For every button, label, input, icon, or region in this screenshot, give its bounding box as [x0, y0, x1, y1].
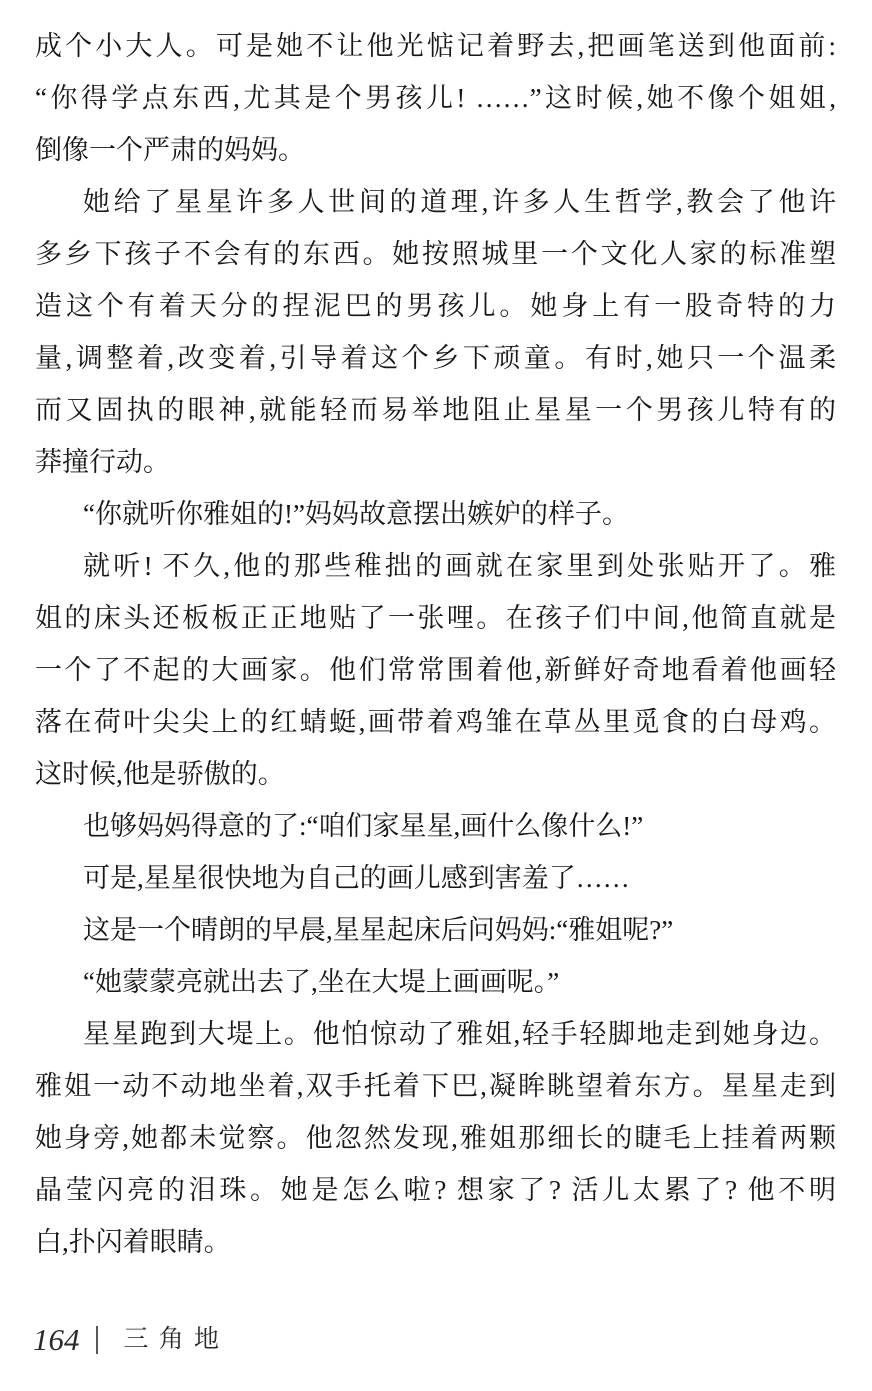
text-line: 成个小大人。可是她不让他光惦记着野去,把画笔送到他面前: — [35, 31, 836, 61]
text-line: “你得学点东西,尤其是个男孩儿! ……”这时候,她不像个姐姐, — [35, 83, 836, 113]
text-line: 而又固执的眼神,就能轻而易举地阻止星星一个男孩儿特有的 — [35, 395, 836, 425]
text-line: 雅姐一动不动地坐着,双手托着下巴,凝眸眺望着东方。星星走到 — [35, 1071, 836, 1101]
text-line: 落在荷叶尖尖上的红蜻蜓,画带着鸡雏在草丛里觅食的白母鸡。 — [35, 707, 836, 737]
text-line: 这时候,他是骄傲的。 — [35, 759, 285, 789]
text-line: 一个了不起的大画家。他们常常围着他,新鲜好奇地看着他画轻 — [35, 655, 836, 685]
text-line: 就听! 不久,他的那些稚拙的画就在家里到处张贴开了。雅 — [83, 551, 836, 581]
text-line: 可是,星星很快地为自己的画儿感到害羞了…… — [83, 863, 630, 893]
page-footer — [33, 1320, 221, 1360]
page-number: 164 — [33, 1322, 80, 1357]
text-line: 姐的床头还板板正正地贴了一张哩。在孩子们中间,他简直就是 — [35, 603, 836, 633]
text-line: 倒像一个严肃的妈妈。 — [35, 135, 305, 165]
text-line: 造这个有着天分的捏泥巴的男孩儿。她身上有一股奇特的力 — [35, 291, 836, 321]
text-line: 她给了星星许多人世间的道理,许多人生哲学,教会了他许 — [83, 187, 836, 217]
text-line: 莽撞行动。 — [35, 447, 170, 477]
text-line: 量,调整着,改变着,引导着这个乡下顽童。有时,她只一个温柔 — [35, 343, 836, 373]
text-line: 她身旁,她都未觉察。他忽然发现,雅姐那细长的睫毛上挂着两颗 — [35, 1123, 836, 1153]
text-line: “你就听你雅姐的!”妈妈故意摆出嫉妒的样子。 — [83, 499, 629, 529]
text-column — [35, 20, 836, 1268]
text-line: “她蒙蒙亮就出去了,坐在大堤上画画呢。” — [83, 967, 560, 997]
footer-divider — [96, 1326, 98, 1354]
text-line: 星星跑到大堤上。他怕惊动了雅姐,轻手轻脚地走到她身边。 — [83, 1019, 836, 1049]
text-line: 白,扑闪着眼睛。 — [35, 1227, 231, 1257]
book-title: 三 角 地 — [123, 1326, 222, 1353]
text-line: 晶莹闪亮的泪珠。她是怎么啦? 想家了? 活儿太累了? 他不明 — [35, 1175, 836, 1205]
text-line: 多乡下孩子不会有的东西。她按照城里一个文化人家的标准塑 — [35, 239, 836, 269]
text-line: 也够妈妈得意的了:“咱们家星星,画什么像什么!” — [83, 811, 644, 841]
text-line: 这是一个晴朗的早晨,星星起床后问妈妈:“雅姐呢?” — [83, 915, 674, 945]
